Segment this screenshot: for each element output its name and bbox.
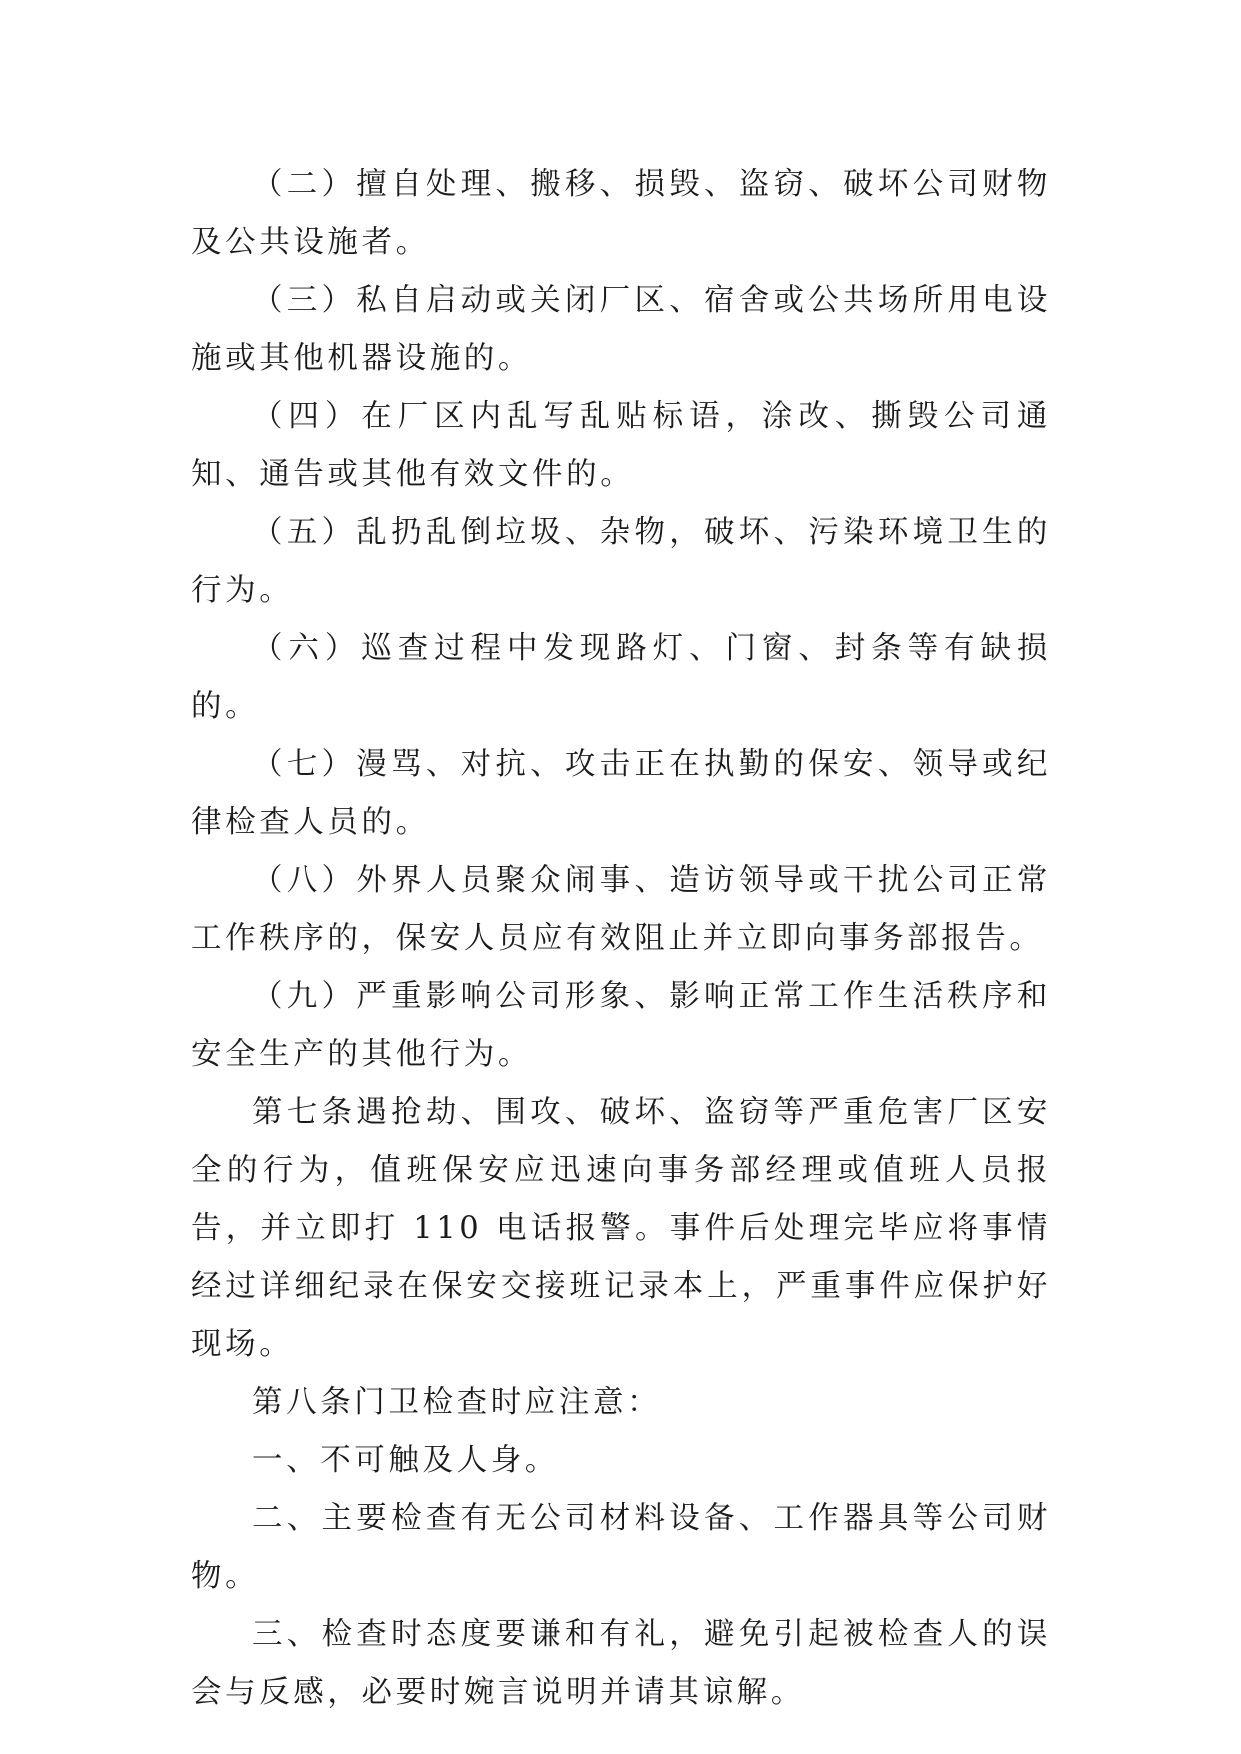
article-7-paragraph: 第七条遇抢劫、围攻、破坏、盗窃等严重危害厂区安全的行为，值班保安应迅速向事务部经理或值班人员报告，并立即打 110 电话报警。事件后处理完毕应将事情经过详细纪录在保安交接班记录本上，严重事件应保护好现场。 bbox=[191, 1095, 1051, 1362]
paragraph-item-2: （二）擅自处理、搬移、损毁、盗窃、破坏公司财物及公共设施者。 bbox=[191, 167, 1051, 260]
article-8-point-2: 二、主要检查有无公司材料设备、工作器具等公司财物。 bbox=[191, 1501, 1051, 1594]
paragraph-item-7: （七）漫骂、对抗、攻击正在执勤的保安、领导或纪律检查人员的。 bbox=[191, 747, 1051, 840]
article-8-heading: 第八条门卫检查时应注意： bbox=[252, 1385, 662, 1420]
paragraph-item-4: （四）在厂区内乱写乱贴标语，涂改、撕毁公司通知、通告或其他有效文件的。 bbox=[191, 399, 1051, 492]
document-body bbox=[191, 156, 1051, 1722]
article-8-point-1: 一、不可触及人身。 bbox=[252, 1443, 559, 1478]
paragraph-item-9: （九）严重影响公司形象、影响正常工作生活秩序和安全生产的其他行为。 bbox=[191, 979, 1051, 1072]
paragraph-item-6: （六）巡查过程中发现路灯、门窗、封条等有缺损的。 bbox=[191, 631, 1051, 724]
paragraph-item-8: （八）外界人员聚众闹事、造访领导或干扰公司正常工作秩序的，保安人员应有效阻止并立即向事务部报告。 bbox=[191, 863, 1051, 956]
paragraph-item-5: （五）乱扔乱倒垃圾、杂物，破坏、污染环境卫生的行为。 bbox=[191, 515, 1051, 608]
article-8-point-3: 三、检查时态度要谦和有礼，避免引起被检查人的误会与反感，必要时婉言说明并请其谅解。 bbox=[191, 1617, 1051, 1710]
paragraph-item-3: （三）私自启动或关闭厂区、宿舍或公共场所用电设施或其他机器设施的。 bbox=[191, 283, 1051, 376]
